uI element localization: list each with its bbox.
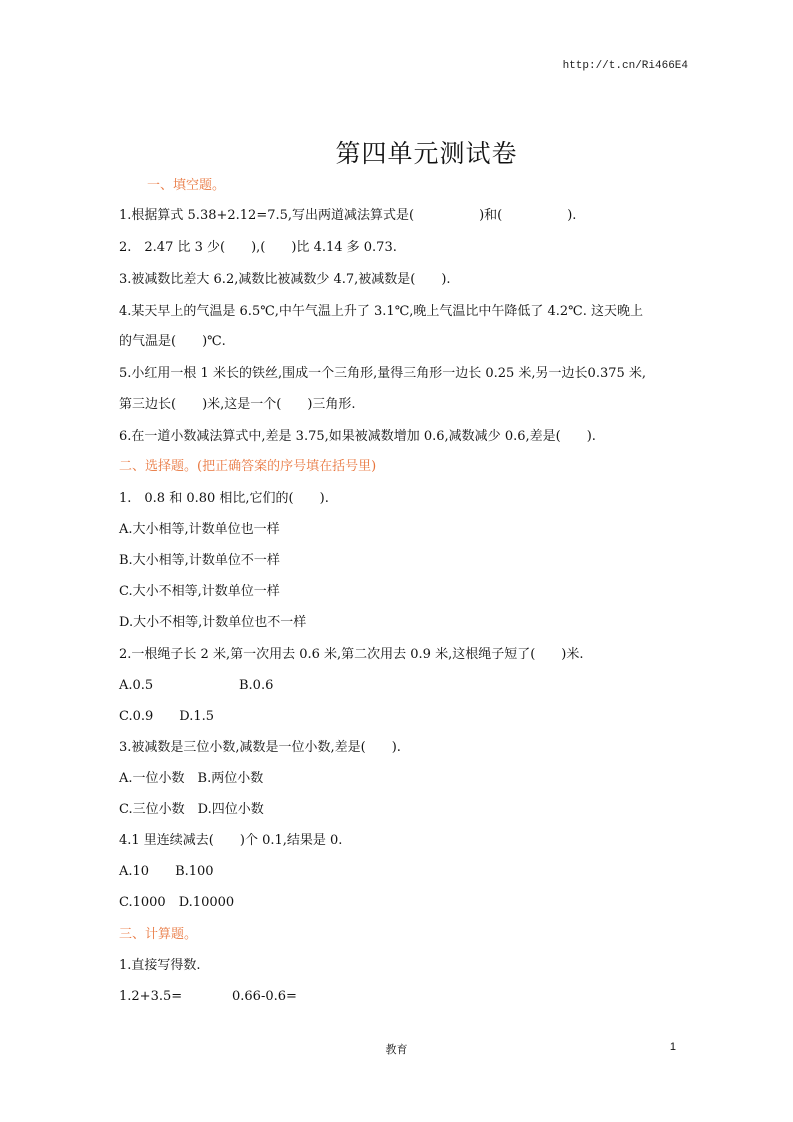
section-heading-choice: 二、选择题。(把正确答案的序号填在括号里): [119, 459, 377, 474]
option-2-1-b: B.大小相等,计数单位不一样: [119, 553, 280, 568]
option-2-4-ab: A.10 B.100: [119, 864, 214, 879]
question-2-4: 4.1 里连续减去( )个 0.1,结果是 0.: [119, 833, 343, 848]
footer-label: 教育: [385, 1043, 408, 1056]
page-title: 第四单元测试卷: [335, 139, 518, 168]
question-1-5-line2: 第三边长( )米,这是一个( )三角形.: [119, 397, 356, 412]
expression-2: 0.66-0.6=: [232, 989, 297, 1004]
question-2-1: 1. 0.8 和 0.80 相比,它们的( ).: [119, 491, 329, 506]
question-1-3: 3.被减数比差大 6.2,减数比被减数少 4.7,被减数是( ).: [119, 272, 451, 287]
option-2-4-cd: C.1000 D.10000: [119, 895, 235, 910]
option-2-3-cd: C.三位小数 D.四位小数: [119, 802, 264, 817]
question-3-1: 1.直接写得数.: [119, 958, 201, 973]
expression-1: 1.2+3.5=: [119, 989, 183, 1004]
section-heading-calculation: 三、计算题。: [119, 927, 198, 942]
question-1-2: 2. 2.47 比 3 少( ),( )比 4.14 多 0.73.: [119, 240, 397, 255]
option-2-2-b: B.0.6: [239, 678, 274, 693]
question-2-2: 2.一根绳子长 2 米,第一次用去 0.6 米,第二次用去 0.9 米,这根绳子短了( )米.: [119, 647, 584, 662]
option-2-1-c: C.大小不相等,计数单位一样: [119, 584, 280, 599]
option-2-3-ab: A.一位小数 B.两位小数: [119, 771, 264, 786]
option-2-1-d: D.大小不相等,计数单位也不一样: [119, 615, 307, 630]
section-heading-fill-blank: 一、填空题。: [147, 178, 226, 193]
question-1-6: 6.在一道小数减法算式中,差是 3.75,如果被减数增加 0.6,减数减少 0.6,差是( ).: [119, 429, 596, 444]
option-2-2-cd: C.0.9 D.1.5: [119, 709, 215, 724]
option-2-2-a: A.0.5: [119, 678, 154, 693]
option-2-1-a: A.大小相等,计数单位也一样: [119, 522, 280, 537]
page-number: 1: [669, 1041, 676, 1053]
header-url: http://t.cn/Ri466E4: [562, 60, 688, 72]
question-1-4-line1: 4.某天早上的气温是 6.5℃,中午气温上升了 3.1℃,晚上气温比中午降低了 4.2℃. 这天晚上: [119, 304, 643, 319]
question-1-1: 1.根据算式 5.38+2.12=7.5,写出两道减法算式是( )和( ).: [119, 208, 577, 223]
question-1-5-line1: 5.小红用一根 1 米长的铁丝,围成一个三角形,量得三角形一边长 0.25 米,另一边长0.375 米,: [119, 366, 647, 381]
question-1-4-line2: 的气温是( )℃.: [119, 334, 226, 349]
question-2-3: 3.被减数是三位小数,减数是一位小数,差是( ).: [119, 740, 401, 755]
